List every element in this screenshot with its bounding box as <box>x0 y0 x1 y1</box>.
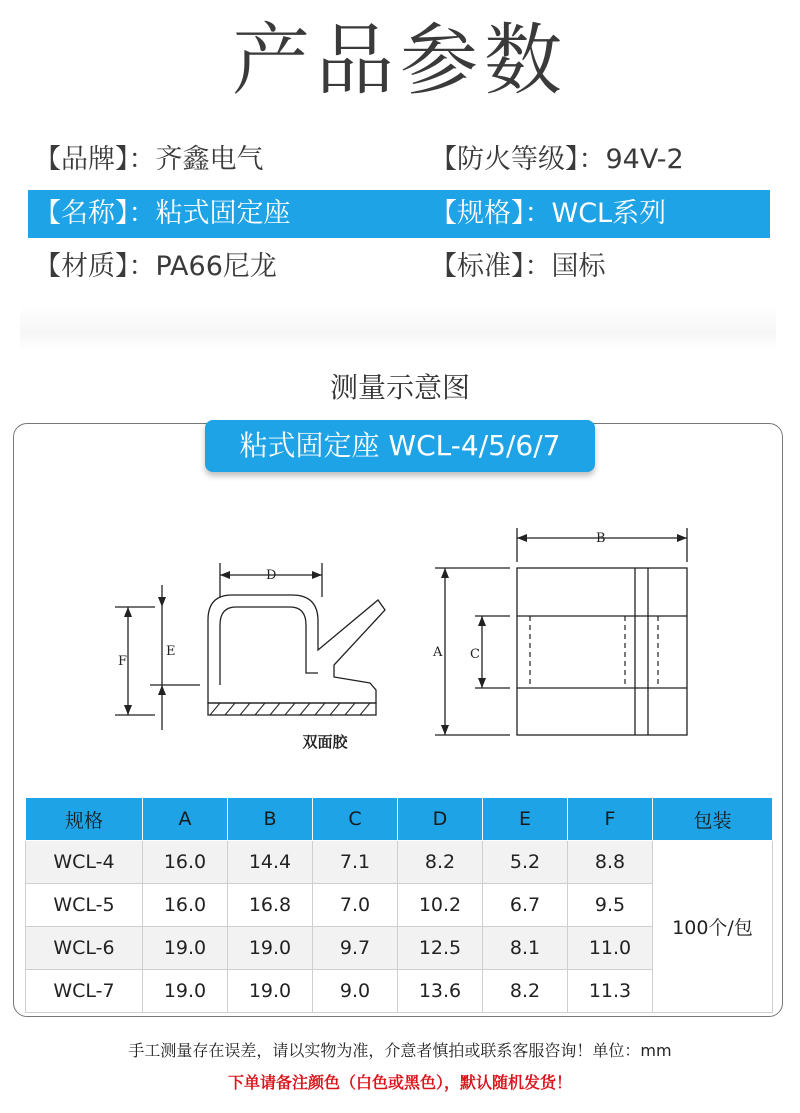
table-cell: WCL-6 <box>26 927 143 970</box>
param-label: 【材质】：PA66尼龙 <box>34 251 277 282</box>
table-cell: 11.0 <box>568 927 653 970</box>
table-cell: 16.8 <box>228 884 313 927</box>
diagram-title: 测量示意图 <box>329 371 470 404</box>
dim-label-a: A <box>433 645 443 660</box>
table-cell: 19.0 <box>228 927 313 970</box>
table-cell: 14.4 <box>228 841 313 884</box>
tape-label: 双面胶 <box>302 733 348 751</box>
order-warning: 下单请备注颜色（白色或黑色），默认随机发货！ <box>227 1073 572 1092</box>
header-d: D <box>398 798 483 841</box>
dim-label-b: B <box>596 531 606 546</box>
table-cell: 16.0 <box>143 841 228 884</box>
product-banner: 粘式固定座 WCL-4/5/6/7 <box>205 420 595 472</box>
header-e: E <box>483 798 568 841</box>
table-cell: 8.2 <box>483 970 568 1013</box>
param-label: 【标准】：国标 <box>430 251 606 282</box>
dim-label-d: D <box>266 568 277 583</box>
header-a: A <box>143 798 228 841</box>
measurement-note: 手工测量存在误差，请以实物为准，介意者慎拍或联系客服咨询！单位：mm <box>128 1041 672 1060</box>
packaging-cell: 100个/包 <box>653 841 773 1013</box>
header-spec: 规格 <box>26 798 143 841</box>
dim-label-f: F <box>118 654 128 669</box>
table-cell: 8.8 <box>568 841 653 884</box>
table-cell: 13.6 <box>398 970 483 1013</box>
header-c: C <box>313 798 398 841</box>
dim-label-e: E <box>166 644 176 659</box>
spec-table <box>25 797 773 1013</box>
param-row-brand <box>28 136 770 184</box>
table-cell: 8.1 <box>483 927 568 970</box>
table-cell: 7.0 <box>313 884 398 927</box>
table-cell: 9.5 <box>568 884 653 927</box>
divider-shadow <box>20 306 776 350</box>
header-b: B <box>228 798 313 841</box>
top-view-diagram <box>430 520 700 745</box>
table-cell: 9.0 <box>313 970 398 1013</box>
param-label: 【防火等级】：94V-2 <box>430 144 684 175</box>
table-cell: 5.2 <box>483 841 568 884</box>
table-header-row <box>26 798 773 841</box>
table-cell: 9.7 <box>313 927 398 970</box>
table-cell: 19.0 <box>143 927 228 970</box>
header-packaging: 包装 <box>653 798 773 841</box>
param-label: 【规格】：WCL系列 <box>430 198 667 229</box>
param-row-name <box>28 190 770 238</box>
header-f: F <box>568 798 653 841</box>
param-row-material <box>28 243 770 291</box>
table-cell: 19.0 <box>228 970 313 1013</box>
page-title: 产品参数 <box>231 16 568 106</box>
param-label: 【名称】：粘式固定座 <box>34 198 291 229</box>
table-cell: 6.7 <box>483 884 568 927</box>
table-cell: 7.1 <box>313 841 398 884</box>
table-cell: 10.2 <box>398 884 483 927</box>
table-cell: 12.5 <box>398 927 483 970</box>
table-cell: 11.3 <box>568 970 653 1013</box>
dim-label-c: C <box>470 647 480 662</box>
side-view-diagram <box>110 555 400 745</box>
table-row <box>26 841 773 884</box>
table-cell: 8.2 <box>398 841 483 884</box>
param-label: 【品牌】：齐鑫电气 <box>34 144 264 175</box>
table-cell: 19.0 <box>143 970 228 1013</box>
table-cell: 16.0 <box>143 884 228 927</box>
table-cell: WCL-5 <box>26 884 143 927</box>
table-cell: WCL-4 <box>26 841 143 884</box>
table-cell: WCL-7 <box>26 970 143 1013</box>
